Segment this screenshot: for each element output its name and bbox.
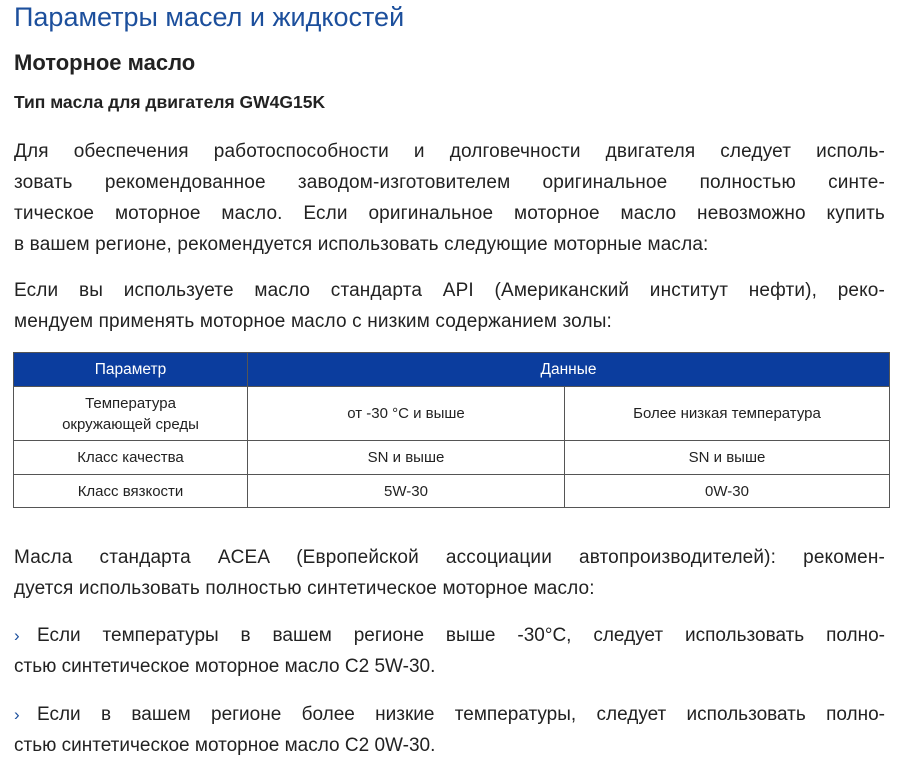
text-line: Если в вашем регионе более низкие температуры, следует использовать полно- xyxy=(37,704,885,725)
text-line: стью синтетическое моторное масло C2 5W-30. xyxy=(14,656,436,677)
text-line: Если температуры в вашем регионе выше -30°C, следует использовать полно- xyxy=(37,625,885,646)
text-line: дуется использовать полностью синтетическое моторное масло: xyxy=(14,578,595,599)
data-cell: SN и выше xyxy=(248,441,565,475)
data-cell: 5W-30 xyxy=(248,475,565,508)
page-title: Параметры масел и жидкостей xyxy=(14,2,405,32)
chevron-right-icon: › xyxy=(14,626,20,645)
table-row xyxy=(14,441,890,475)
api-paragraph xyxy=(14,275,885,337)
header-parameter: Параметр xyxy=(14,353,248,387)
oil-spec-table xyxy=(13,352,890,508)
text-line: стью синтетическое моторное масло C2 0W-30. xyxy=(14,735,436,756)
text-line: тическое моторное масло. Если оригинальное моторное масло невозможно купить xyxy=(14,203,885,224)
list-item xyxy=(14,699,885,761)
chevron-right-icon: › xyxy=(14,705,20,724)
table-header-row xyxy=(14,353,890,387)
acea-paragraph xyxy=(14,542,885,604)
text-line: Если вы используете масло стандарта API (Американский институт нефти), реко- xyxy=(14,280,885,301)
text-line: зовать рекомендованное заводом-изготовителем оригинальное полностью синте- xyxy=(14,172,885,193)
text-line: Масла стандарта ACEA (Европейской ассоциации автопроизводителей): рекомен- xyxy=(14,547,885,568)
intro-paragraph xyxy=(14,136,885,260)
table-row xyxy=(14,475,890,508)
param-cell: Класс вязкости xyxy=(14,475,248,508)
data-cell: SN и выше xyxy=(565,441,890,475)
subsection-heading: Тип масла для двигателя GW4G15K xyxy=(14,92,326,112)
section-heading: Моторное масло xyxy=(14,50,196,75)
text-line: в вашем регионе, рекомендуется использовать следующие моторные масла: xyxy=(14,234,709,255)
table-row xyxy=(14,387,890,441)
param-cell: Температура окружающей среды xyxy=(14,387,248,441)
header-data: Данные xyxy=(248,353,890,387)
text-line: Для обеспечения работоспособности и долговечности двигателя следует исполь- xyxy=(14,141,885,162)
data-cell: от -30 °C и выше xyxy=(248,387,565,441)
text-line: мендуем применять моторное масло с низким содержанием золы: xyxy=(14,311,612,332)
param-cell: Класс качества xyxy=(14,441,248,475)
data-cell: Более низкая температура xyxy=(565,387,890,441)
list-item xyxy=(14,620,885,682)
data-cell: 0W-30 xyxy=(565,475,890,508)
